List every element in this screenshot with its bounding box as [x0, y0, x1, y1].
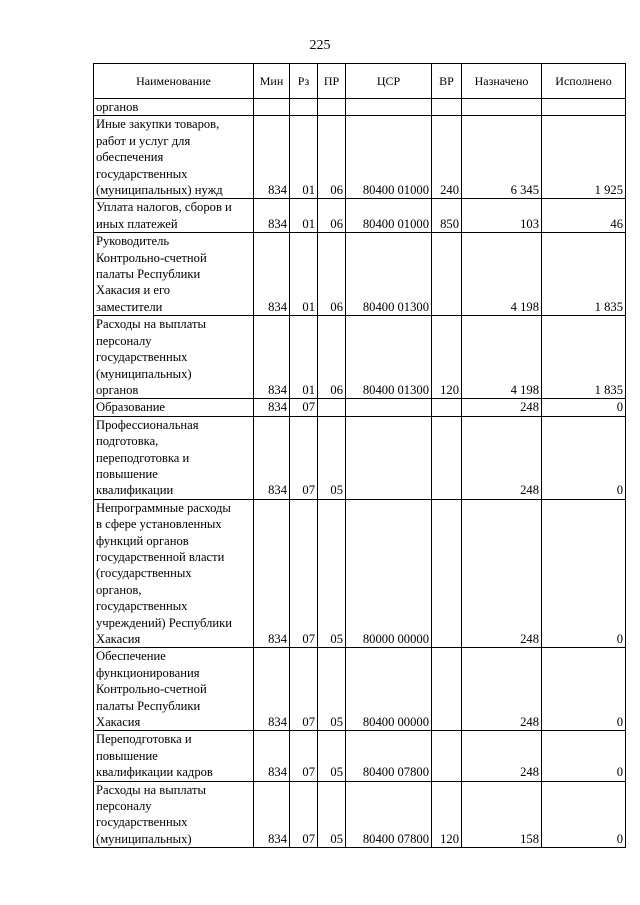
cell-name: Образование — [94, 399, 254, 416]
cell-name: Непрограммные расходы в сфере установленных функций органов государственной власти (государственных органов, государственных учреждений) Республики Хакасия — [94, 499, 254, 648]
cell-min: 834 — [254, 316, 290, 399]
cell-vr — [432, 99, 462, 116]
header-vr: ВР — [432, 64, 462, 99]
cell-min: 834 — [254, 233, 290, 316]
cell-name: Переподготовка и повышение квалификации кадров — [94, 731, 254, 781]
cell-assigned: 6 345 — [462, 116, 542, 199]
cell-executed: 46 — [542, 199, 626, 233]
cell-csr: 80400 00000 — [346, 648, 432, 731]
cell-min: 834 — [254, 731, 290, 781]
cell-name: Руководитель Контрольно-счетной палаты Республики Хакасия и его заместители — [94, 233, 254, 316]
table-row — [94, 233, 626, 316]
cell-pr: 05 — [318, 648, 346, 731]
cell-name: Иные закупки товаров, работ и услуг для обеспечения государственных (муниципальных) нужд — [94, 116, 254, 199]
cell-csr: 80400 07800 — [346, 781, 432, 848]
header-rz: Рз — [290, 64, 318, 99]
page-number: 225 — [309, 38, 331, 53]
cell-rz: 07 — [290, 731, 318, 781]
cell-csr — [346, 416, 432, 499]
cell-csr — [346, 99, 432, 116]
header-csr: ЦСР — [346, 64, 432, 99]
cell-executed: 0 — [542, 731, 626, 781]
cell-vr — [432, 416, 462, 499]
table-row — [94, 99, 626, 116]
header-pr: ПР — [318, 64, 346, 99]
cell-pr — [318, 399, 346, 416]
cell-rz: 01 — [290, 233, 318, 316]
cell-executed: 0 — [542, 781, 626, 848]
cell-vr — [432, 499, 462, 648]
cell-vr — [432, 731, 462, 781]
cell-vr — [432, 648, 462, 731]
cell-assigned: 248 — [462, 399, 542, 416]
cell-pr: 05 — [318, 731, 346, 781]
cell-min: 834 — [254, 116, 290, 199]
cell-csr: 80000 00000 — [346, 499, 432, 648]
cell-rz — [290, 99, 318, 116]
cell-assigned: 248 — [462, 731, 542, 781]
cell-assigned: 248 — [462, 416, 542, 499]
cell-min: 834 — [254, 199, 290, 233]
table-header-row — [94, 64, 626, 99]
table-row — [94, 416, 626, 499]
cell-executed: 0 — [542, 399, 626, 416]
cell-rz: 07 — [290, 416, 318, 499]
cell-name: Уплата налогов, сборов и иных платежей — [94, 199, 254, 233]
table-row — [94, 316, 626, 399]
table-row — [94, 399, 626, 416]
cell-assigned: 248 — [462, 499, 542, 648]
header-assigned: Назначено — [462, 64, 542, 99]
header-executed: Исполнено — [542, 64, 626, 99]
table-row — [94, 499, 626, 648]
cell-csr: 80400 07800 — [346, 731, 432, 781]
cell-rz: 01 — [290, 116, 318, 199]
cell-name: органов — [94, 99, 254, 116]
cell-csr: 80400 01000 — [346, 116, 432, 199]
header-name: Наименование — [94, 64, 254, 99]
cell-rz: 07 — [290, 781, 318, 848]
cell-vr — [432, 399, 462, 416]
cell-vr: 120 — [432, 316, 462, 399]
table-row — [94, 648, 626, 731]
cell-assigned: 103 — [462, 199, 542, 233]
cell-executed: 1 835 — [542, 316, 626, 399]
cell-assigned: 4 198 — [462, 316, 542, 399]
table-row — [94, 116, 626, 199]
cell-min: 834 — [254, 648, 290, 731]
cell-pr: 06 — [318, 316, 346, 399]
budget-table — [93, 63, 626, 848]
cell-rz: 07 — [290, 399, 318, 416]
cell-csr: 80400 01300 — [346, 233, 432, 316]
cell-min: 834 — [254, 781, 290, 848]
cell-assigned — [462, 99, 542, 116]
cell-name: Расходы на выплаты персоналу государственных (муниципальных) органов — [94, 316, 254, 399]
cell-name: Обеспечение функционирования Контрольно-счетной палаты Республики Хакасия — [94, 648, 254, 731]
cell-vr: 240 — [432, 116, 462, 199]
cell-rz: 07 — [290, 648, 318, 731]
cell-executed: 0 — [542, 416, 626, 499]
cell-name: Расходы на выплаты персоналу государственных (муниципальных) — [94, 781, 254, 848]
cell-pr: 06 — [318, 233, 346, 316]
cell-pr: 06 — [318, 199, 346, 233]
table-row — [94, 731, 626, 781]
cell-min: 834 — [254, 499, 290, 648]
cell-rz: 01 — [290, 199, 318, 233]
cell-executed: 0 — [542, 499, 626, 648]
cell-executed: 0 — [542, 648, 626, 731]
cell-assigned: 158 — [462, 781, 542, 848]
cell-min: 834 — [254, 399, 290, 416]
cell-executed — [542, 99, 626, 116]
cell-rz: 07 — [290, 499, 318, 648]
header-min: Мин — [254, 64, 290, 99]
cell-assigned: 4 198 — [462, 233, 542, 316]
cell-rz: 01 — [290, 316, 318, 399]
cell-csr — [346, 399, 432, 416]
cell-pr: 05 — [318, 781, 346, 848]
cell-min — [254, 99, 290, 116]
cell-csr: 80400 01000 — [346, 199, 432, 233]
cell-vr: 850 — [432, 199, 462, 233]
cell-name: Профессиональная подготовка, переподготовка и повышение квалификации — [94, 416, 254, 499]
table-row — [94, 199, 626, 233]
cell-pr: 06 — [318, 116, 346, 199]
table-row — [94, 781, 626, 848]
cell-csr: 80400 01300 — [346, 316, 432, 399]
cell-vr: 120 — [432, 781, 462, 848]
cell-executed: 1 925 — [542, 116, 626, 199]
cell-min: 834 — [254, 416, 290, 499]
cell-pr: 05 — [318, 416, 346, 499]
cell-pr: 05 — [318, 499, 346, 648]
cell-assigned: 248 — [462, 648, 542, 731]
cell-pr — [318, 99, 346, 116]
cell-vr — [432, 233, 462, 316]
cell-executed: 1 835 — [542, 233, 626, 316]
